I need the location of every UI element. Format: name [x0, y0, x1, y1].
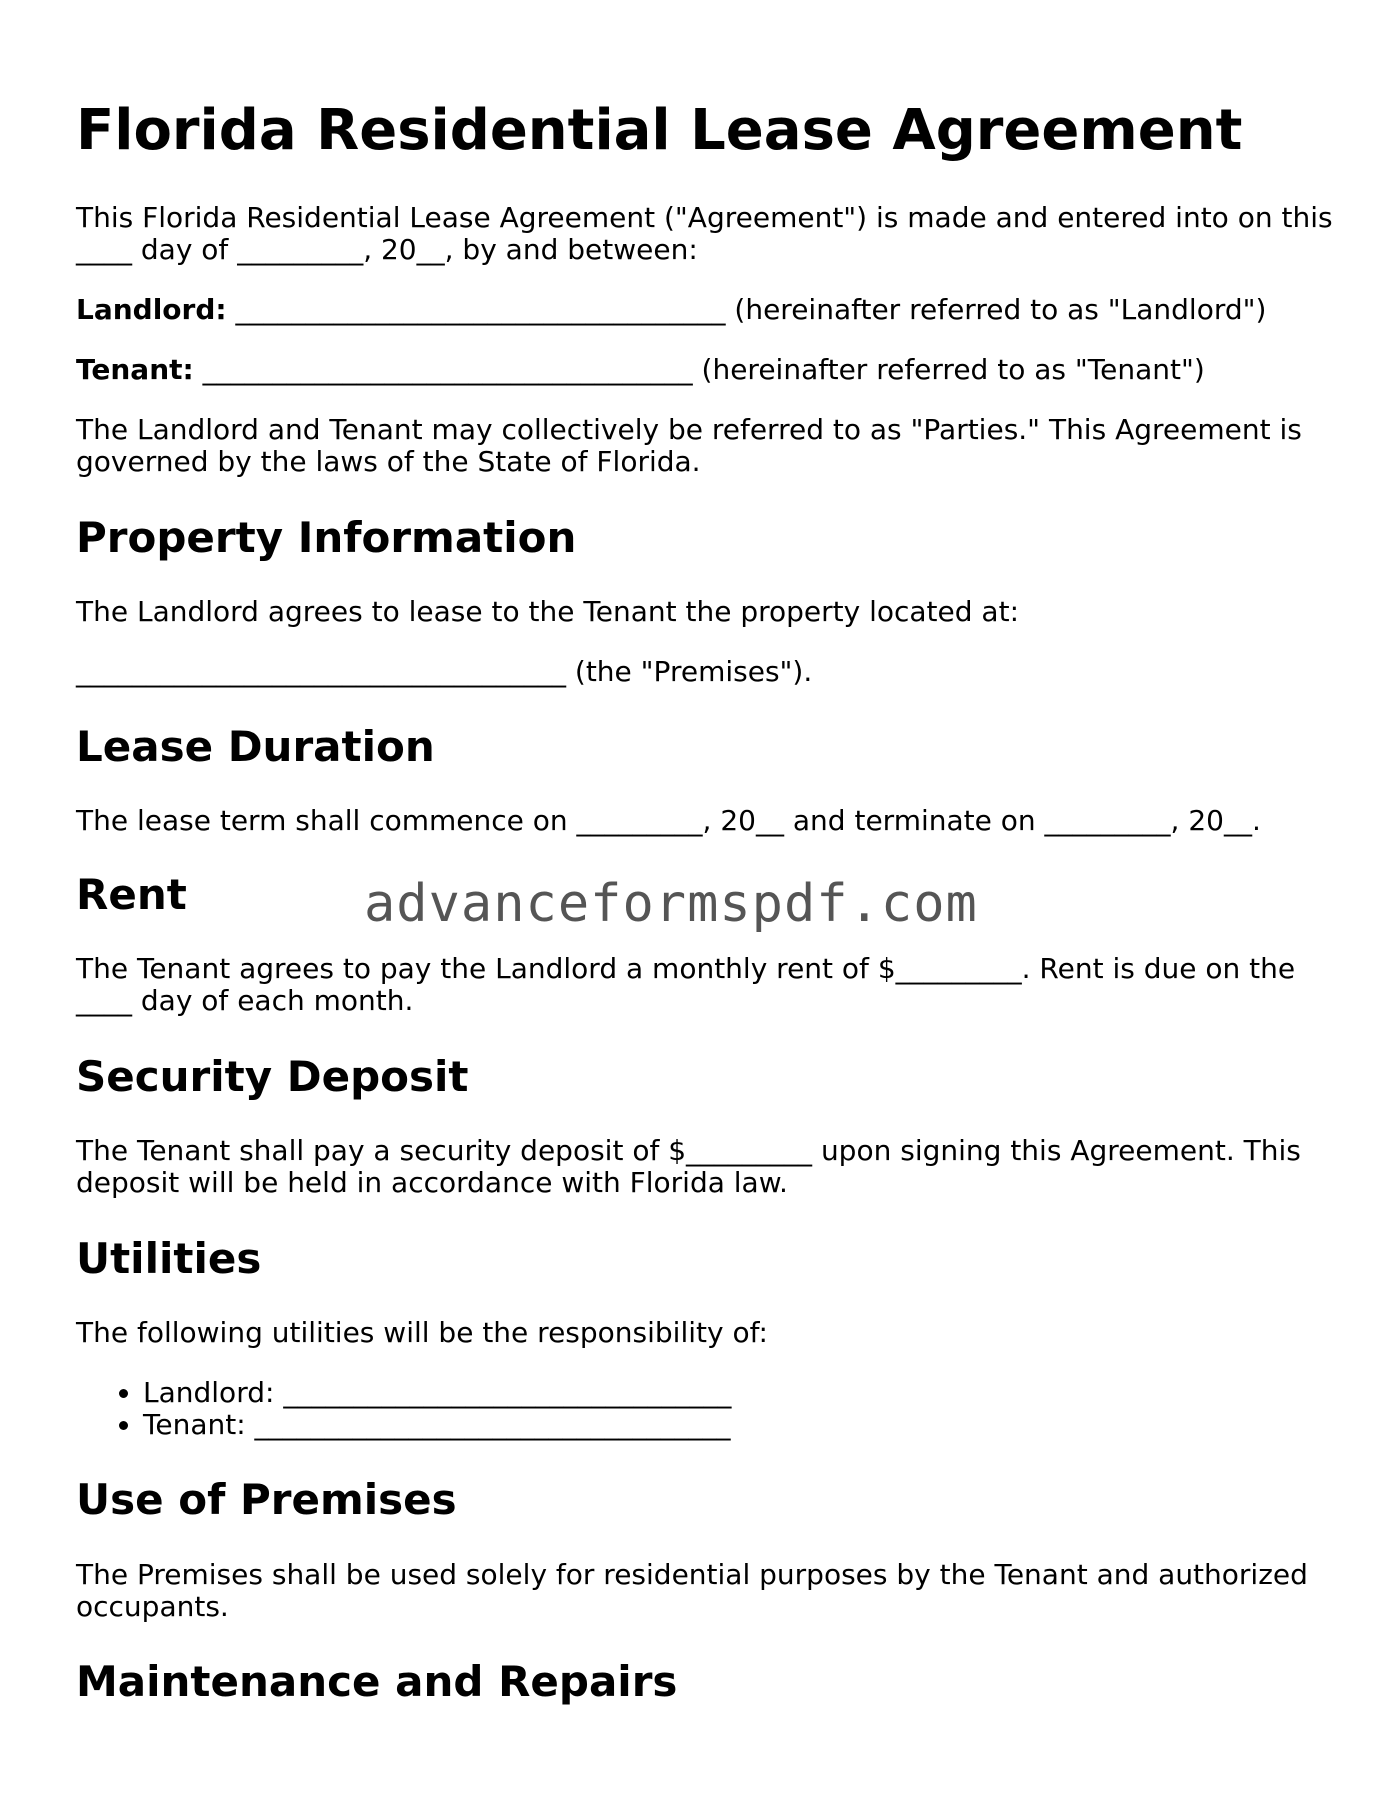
rent-line-1: The Tenant agrees to pay the Landlord a monthly rent of $_________. Rent is due on the: [76, 952, 1296, 985]
premises-blank: ___________________________________ (the "Premises").: [76, 655, 813, 688]
deposit-heading: Security Deposit: [76, 1052, 469, 1101]
utilities-item-landlord: • Landlord: ________________________________: [143, 1377, 731, 1409]
parties-paragraph: [76, 414, 1320, 478]
use-line-2: occupants.: [76, 1590, 229, 1623]
parties-line-2: governed by the laws of the State of Florida.: [76, 445, 701, 478]
deposit-paragraph: [76, 1135, 1320, 1199]
landlord-text: ___________________________________ (hereinafter referred to as "Landlord"): [226, 293, 1267, 326]
deposit-line-2: deposit will be held in accordance with Florida law.: [76, 1166, 788, 1199]
tenant-text: ___________________________________ (hereinafter referred to as "Tenant"): [193, 353, 1205, 386]
intro-line-1: This Florida Residential Lease Agreement ("Agreement") is made and entered into on this: [76, 201, 1333, 234]
watermark: advanceformspdf.com: [364, 874, 978, 934]
intro-paragraph: [76, 201, 1333, 266]
property-heading: Property Information: [76, 513, 577, 562]
intro-line-2: ____ day of _________, 20__, by and between:: [76, 233, 698, 266]
utilities-heading: Utilities: [76, 1234, 262, 1283]
utilities-item-tenant: • Tenant: __________________________________: [143, 1409, 731, 1441]
duration-text: The lease term shall commence on _________, 20__ and terminate on _________, 20__.: [76, 804, 1261, 837]
landlord-label: Landlord:: [76, 293, 227, 326]
rent-heading: Rent: [76, 870, 187, 919]
parties-line-1: The Landlord and Tenant may collectively be referred to as "Parties." This Agreement is: [76, 413, 1302, 446]
tenant-label: Tenant:: [76, 353, 194, 386]
use-line-1: The Premises shall be used solely for residential purposes by the Tenant and authorized: [76, 1558, 1308, 1591]
utilities-list: [76, 1377, 731, 1441]
tenant-line: [76, 354, 1320, 386]
property-text: The Landlord agrees to lease to the Tenant the property located at:: [76, 595, 1020, 628]
rent-line-2: ____ day of each month.: [76, 984, 414, 1017]
document-title: Florida Residential Lease Agreement: [76, 98, 1243, 163]
landlord-line: [76, 294, 1320, 326]
utilities-text: The following utilities will be the responsibility of:: [76, 1316, 768, 1349]
maintenance-heading: Maintenance and Repairs: [76, 1657, 678, 1706]
use-heading: Use of Premises: [76, 1475, 457, 1524]
deposit-line-1: The Tenant shall pay a security deposit of $_________ upon signing this Agreement. This: [76, 1134, 1301, 1167]
rent-paragraph: [76, 953, 1320, 1017]
duration-heading: Lease Duration: [76, 722, 435, 771]
use-paragraph: [76, 1559, 1320, 1623]
